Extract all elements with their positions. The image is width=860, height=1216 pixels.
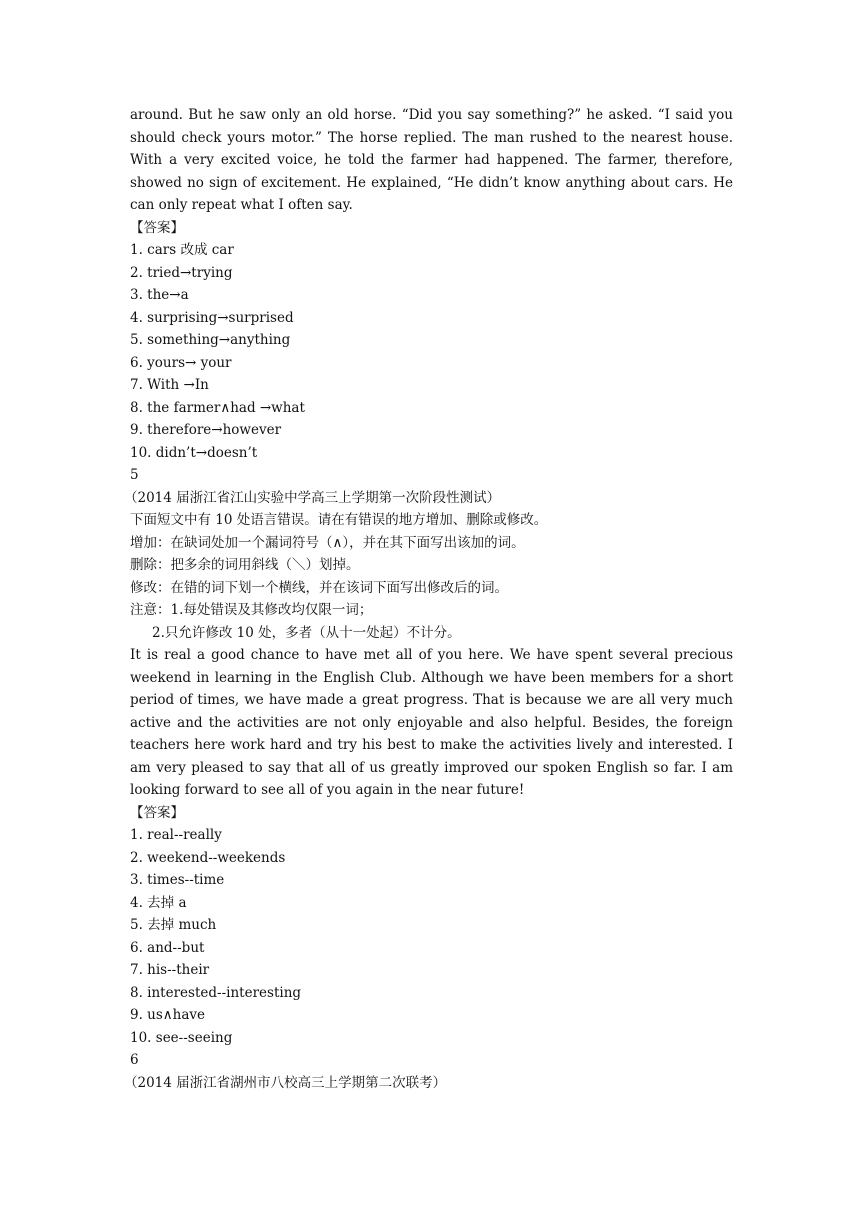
answer-item: 8. the farmer∧had →what <box>130 399 305 416</box>
answer-item: 3. the→a <box>130 287 189 303</box>
question-number: 5 <box>130 467 139 483</box>
answer-item: 5. 去掉 much <box>130 917 217 933</box>
answer-item: 4. surprising→surprised <box>130 309 294 326</box>
answer-heading: 【答案】 <box>130 219 184 236</box>
answer-item: 6. yours→ your <box>130 354 232 371</box>
answer-item: 9. therefore→however <box>130 422 282 438</box>
instruction-line: 注意：1.每处错误及其修改均仅限一词； <box>130 602 373 618</box>
instruction-line-indented: 2.只允许修改 10 处，多者（从十一处起）不计分。 <box>152 624 461 641</box>
answer-item: 3. times--time <box>130 872 225 888</box>
answer-item: 2. weekend--weekends <box>130 849 286 866</box>
answer-item: 10. see--seeing <box>130 1029 233 1046</box>
answer-item: 2. tried→trying <box>130 264 233 281</box>
document-content <box>124 104 733 1094</box>
instruction-line: 下面短文中有 10 处语言错误。请在有错误的地方增加、删除或修改。 <box>130 512 548 528</box>
answer-heading: 【答案】 <box>130 804 184 821</box>
answer-item: 10. didn’t→doesn’t <box>130 444 258 461</box>
instruction-line: 修改：在错的词下划一个横线，并在该词下面写出修改后的词。 <box>130 579 508 596</box>
answer-item: 4. 去掉 a <box>130 894 187 911</box>
answer-item: 9. us∧have <box>130 1007 206 1023</box>
instruction-line: 删除：把多余的词用斜线（＼）划掉。 <box>130 557 360 573</box>
instructions-q5 <box>130 509 733 644</box>
passage-paragraph-q4: around. But he saw only an old horse. “Did you say something?” he asked. “I said you should check yours motor.” The horse replied. The man rushed to the nearest house. With a very excited voice, he told the farmer had happened. The farmer, therefore, showed no sign of excitement. He explained, “He didn’t know anything about cars. He can only repeat what I often say. <box>130 107 733 213</box>
answer-item: 5. something→anything <box>130 332 291 348</box>
answer-item: 1. cars 改成 car <box>130 242 234 258</box>
answer-item: 1. real--really <box>130 827 222 843</box>
answer-item: 8. interested--interesting <box>130 984 302 1001</box>
answer-item: 7. With →In <box>130 377 209 393</box>
instruction-line: 增加：在缺词处加一个漏词符号（∧），并在其下面写出该加的词。 <box>130 534 525 551</box>
answer-list-q4 <box>130 239 733 464</box>
answer-list-q5 <box>130 824 733 1049</box>
question-source: （2014 届浙江省江山实验中学高三上学期第一次阶段性测试） <box>124 489 501 506</box>
question-source: （2014 届浙江省湖州市八校高三上学期第二次联考） <box>124 1074 447 1091</box>
question-number: 6 <box>130 1052 139 1068</box>
passage-paragraph-q5: It is real a good chance to have met all of you here. We have spent several precious weekend in learning in the English Club. Although we have been members for a short period of times, we have made a great progress. That is because we are all very much active and the activities are not only enjoyable and also helpful. Besides, the foreign teachers here work hard and try his best to make the activities lively and interested. I am very pleased to say that all of us greatly improved our spoken English so far. I am looking forward to see all of you again in the near future! <box>130 647 733 798</box>
answer-item: 7. his--their <box>130 962 210 978</box>
answer-item: 6. and--but <box>130 939 205 956</box>
